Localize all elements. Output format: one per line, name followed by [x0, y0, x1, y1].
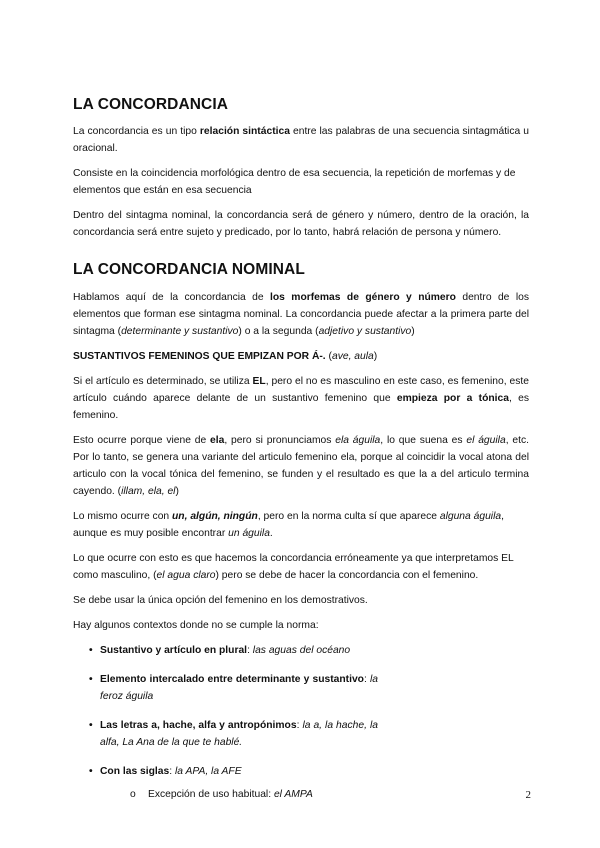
nominal-paragraph: Hablamos aquí de la concordancia de los morfemas de género y número dentro de los elementos que forman ese sintagma nominal. La concordancia puede afectar a la primera parte del sintagma (determinante y sustantivo) o a la segunda (adjetivo y sustantivo) [73, 292, 529, 337]
intro-paragraph-3: Dentro del sintagma nominal, la concordancia será de género y número, dentro de la oración, la concordancia será entre sujeto y predicado, por lo tanto, habrá relación de persona y número. [73, 210, 529, 238]
bullet-icon: • [89, 766, 93, 777]
articulo-paragraph: Si el artículo es determinado, se utiliza EL, pero el no es masculino en este caso, es femenino, este artículo cuándo aparece delante de un sustantivo femenino que empieza por a tónica, es femenino. [73, 376, 529, 421]
list-item: • Elemento intercalado entre determinante y sustantivo: la feroz águila [73, 671, 378, 705]
sub-list-item: o Excepción de uso habitual: el AMPA [100, 786, 529, 803]
contextos-paragraph: Hay algunos contextos donde no se cumple la norma: [73, 620, 319, 631]
ela-paragraph: Esto ocurre porque viene de ela, pero si pronunciamos ela águila, lo que suena es el águila, etc. Por lo tanto, se genera una variante del articulo femenino ela, porque al coincidir la vocal atona del articulo con la vocal tónica del femenino, se funden y el resultado es que la a del articulo termina cayendo. (illam, ela, el) [73, 435, 529, 497]
page-number: 2 [525, 789, 531, 801]
document-body [73, 96, 529, 815]
bullet-icon: • [89, 674, 93, 685]
algun-paragraph: Lo mismo ocurre con un, algún, ningún, pero en la norma culta sí que aparece alguna águila, aunque es muy posible encontrar un águila. [73, 511, 504, 539]
list-item: • Con las siglas: la APA, la AFE o Excepción de uso habitual: el AMPA [73, 763, 529, 803]
intro-paragraph-1: La concordancia es un tipo relación sintáctica entre las palabras de una secuencia sintagmática u oracional. [73, 126, 529, 154]
sub-bullet-icon: o [130, 789, 136, 800]
page-title: LA CONCORDANCIA [73, 96, 229, 113]
section-title: LA CONCORDANCIA NOMINAL [73, 261, 305, 278]
subheading: SUSTANTIVOS FEMENINOS QUE EMPIZAN POR Á-. (ave, aula) [73, 351, 378, 362]
norm-exceptions-list [73, 642, 529, 803]
list-item: • Las letras a, hache, alfa y antropónimos: la a, la hache, la alfa, La Ana de la que te hablé. [73, 717, 378, 751]
bullet-icon: • [89, 645, 93, 656]
erroneo-paragraph: Lo que ocurre con esto es que hacemos la concordancia erróneamente ya que interpretamos EL como masculino, (el agua claro) pero se debe de hacer la concordancia con el femenino. [73, 553, 514, 581]
demostrativos-paragraph: Se debe usar la única opción del femenino en los demostrativos. [73, 595, 368, 606]
intro-paragraph-2: Consiste en la coincidencia morfológica dentro de esa secuencia, la repetición de morfemas y de elementos que están en esa secuencia [73, 168, 516, 196]
list-item: • Sustantivo y artículo en plural: las aguas del océano [73, 642, 529, 659]
sub-list [100, 786, 529, 803]
bullet-icon: • [89, 720, 93, 731]
